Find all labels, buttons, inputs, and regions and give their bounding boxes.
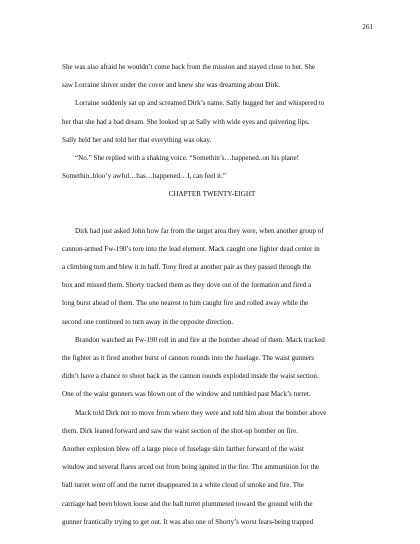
text-line: “No.” She replied with a shaking voice. “Somethin’s…happened..on his plane! <box>75 153 299 162</box>
text-line: carriage had been blown loose and the ball turret plummeted toward the ground with the <box>62 499 313 508</box>
text-line: Dirk had just asked John how far from the target area they were, when another group of <box>75 226 324 235</box>
text-line: Mack told Dirk not to move from where they were and told him about the bomber above <box>75 408 327 417</box>
text-line: One of the waist gunners was blown out of the window and tumbled past Mack’s turret. <box>62 390 311 399</box>
text-line: Somethin..bloo’y awful…has…happened…I, can feel it.” <box>62 172 226 181</box>
text-after-heading <box>62 222 362 531</box>
text-line: Brandon watched an Fw-190 roll in and fire at the bomber ahead of them. Mack tracked <box>75 335 325 344</box>
text-line: Another explosion blew off a large piece of fuselage skin farther forward of the waist <box>62 444 305 453</box>
body-text <box>62 58 362 531</box>
text-line: long burst ahead of them. The one nearest to him caught fire and rolled away while the <box>62 299 309 308</box>
text-line: them. Dirk leaned forward and saw the waist section of the shot-up bomber on fire. <box>62 426 298 435</box>
text-line: Lorraine suddenly sat up and screamed Dirk’s name. Sally hugged her and whispered to <box>75 99 325 108</box>
text-line: the fighter as it fired another burst of cannon rounds into the fuselage. The waist gunners <box>62 354 315 362</box>
page-number: 261 <box>362 23 373 31</box>
text-line: Sally held her and told her that everything was okay. <box>62 135 212 144</box>
text-line: saw Lorraine shiver under the cover and knew she was dreaming about Dirk. <box>62 81 281 90</box>
text-line: box and missed them. Shorty tracked them as they dove out of the formation and fired a <box>62 281 312 290</box>
chapter-heading: CHAPTER TWENTY-EIGHT <box>168 190 256 199</box>
text-line: second one continued to turn away in the opposite direction. <box>62 317 233 326</box>
text-line: gunner frantically trying to get out. It was also one of Shorty’s worst fears-being trapped <box>62 517 314 526</box>
text-line: didn’t have a chance to shoot back as the cannon rounds exploded inside the waist section. <box>62 372 319 381</box>
text-line: cannon-armed Fw-190’s tore into the lead element. Mack caught one fighter dead center in <box>62 244 320 253</box>
text-line: her that she had a bad dream. She looked up at Sally with wide eyes and quivering lips. <box>62 117 310 126</box>
text-before-heading <box>62 58 362 185</box>
text-line: ball turret went off and the turret disappeared in a white cloud of smoke and fire. The <box>62 481 304 490</box>
text-line: a climbing turn and blew it in half. Tony fired at another pair as they passed through the <box>62 263 312 272</box>
section-gap <box>62 204 362 222</box>
text-line: window and several flares arced out from being ignited in the fire. The ammunition for the <box>62 463 320 472</box>
text-line: She was also afraid he wouldn’t come back from the mission and stayed close to her. She <box>62 63 316 71</box>
